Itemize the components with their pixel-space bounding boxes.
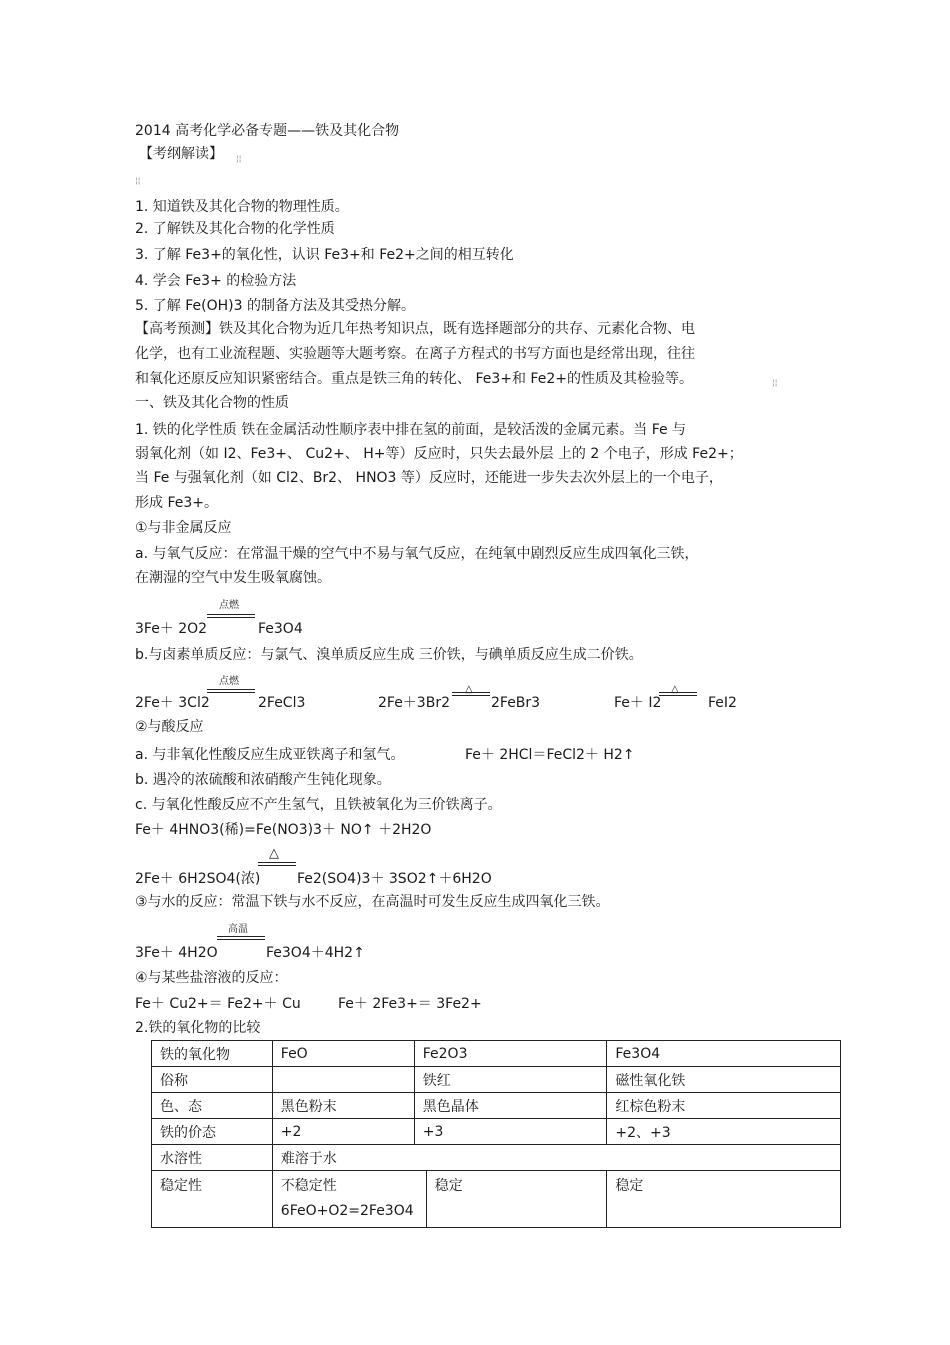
syllabus-item-3: 3. 了解 Fe3+的氧化性，认识 Fe3+和 Fe2+之间的相互转化 xyxy=(135,247,514,263)
equation-left: 2Fe＋3Br2 xyxy=(378,695,450,711)
table-row xyxy=(152,1171,841,1228)
cu-equation: Fe＋ Cu2+＝ Fe2+＋ Cu xyxy=(135,996,301,1012)
reaction-condition: △ xyxy=(465,684,473,695)
acid-c-line: c. 与氧化性酸反应不产生氢气，且铁被氧化为三价铁离子。 xyxy=(135,797,502,813)
table-cell: 难溶于水 xyxy=(272,1145,840,1171)
acid-a-equation: Fe＋ 2HCl＝FeCl2＋ H2↑ xyxy=(465,747,635,763)
reaction-condition: 点燃 xyxy=(219,600,239,611)
section-2-heading: 2.铁的氧化物的比较 xyxy=(135,1020,261,1036)
acid-b-line: b. 遇冷的浓硫酸和浓硝酸产生钝化现象。 xyxy=(135,772,391,788)
table-cell: Fe3O4 xyxy=(607,1041,841,1067)
table-cell: +2 xyxy=(272,1119,414,1145)
iron-property-line-4: 形成 Fe3+。 xyxy=(135,495,218,511)
table-row xyxy=(152,1093,841,1119)
table-cell: Fe2O3 xyxy=(414,1041,607,1067)
reaction-condition: △ xyxy=(671,684,679,695)
equals-arrow xyxy=(452,692,490,696)
scan-mark: ¦¦ xyxy=(772,378,778,387)
table-cell: 俗称 xyxy=(152,1067,273,1093)
reaction-condition: △ xyxy=(269,846,279,861)
table-cell: 铁的氧化物 xyxy=(152,1041,273,1067)
table-cell: 磁性氧化铁 xyxy=(607,1067,841,1093)
acid-a-line: a. 与非氧化性酸反应生成亚铁离子和氢气。 xyxy=(135,747,405,763)
water-line: ③与水的反应：常温下铁与水不反应，在高温时可发生反应生成四氧化三铁。 xyxy=(135,894,610,910)
iron-oxide-table xyxy=(151,1040,841,1228)
equals-arrow xyxy=(207,689,255,693)
equation-left: 2Fe＋ 6H2SO4(浓) xyxy=(135,871,261,887)
equation-right: Fe3O4＋4H2↑ xyxy=(266,945,365,961)
table-row xyxy=(152,1041,841,1067)
salt-heading: ④与某些盐溶液的反应： xyxy=(135,970,288,986)
acid-heading: ②与酸反应 xyxy=(135,719,204,735)
section-1-heading: 一、铁及其化合物的性质 xyxy=(135,395,289,411)
syllabus-item-1: 1. 知道铁及其化合物的物理性质。 xyxy=(135,199,349,215)
table-cell: 铁的价态 xyxy=(152,1119,273,1145)
fe3-equation: Fe＋ 2Fe3+＝ 3Fe2+ xyxy=(338,996,482,1012)
iron-property-line-2: 弱氧化剂（如 I2、Fe3+、 Cu2+、 H+等）反应时，只失去最外层 上的 2 个电子，形成 Fe2+； xyxy=(135,446,743,462)
table-cell xyxy=(272,1171,426,1228)
table-cell: 红棕色粉末 xyxy=(607,1093,841,1119)
iron-property-line-1: 1. 铁的化学性质 铁在金属活动性顺序表中排在氢的前面，是较活泼的金属元素。当 Fe 与 xyxy=(135,422,687,438)
equation-right: Fe3O4 xyxy=(258,621,303,637)
scan-mark: ¦¦ xyxy=(135,176,141,185)
table-row xyxy=(152,1067,841,1093)
table-cell xyxy=(272,1067,414,1093)
halogen-line: b.与卤素单质反应：与氯气、溴单质反应生成 三价铁，与碘单质反应生成二价铁。 xyxy=(135,647,643,663)
equals-arrow xyxy=(659,692,697,696)
table-cell: +3 xyxy=(414,1119,607,1145)
stability-text: 不稳定性 xyxy=(280,1178,337,1194)
syllabus-heading: 【考纲解读】 xyxy=(139,146,223,162)
table-cell: 稳定 xyxy=(607,1171,841,1228)
stability-equation: 6FeO+O2=2Fe3O4 xyxy=(280,1203,414,1219)
iron-property-line-3: 当 Fe 与强氧化剂（如 Cl2、Br2、 HNO3 等）反应时，还能进一步失去次外层上的一个电子， xyxy=(135,470,723,486)
table-cell: 稳定 xyxy=(426,1171,607,1228)
equation-right: FeI2 xyxy=(708,695,737,711)
table-cell: FeO xyxy=(272,1041,414,1067)
table-cell: 水溶性 xyxy=(152,1145,273,1171)
oxygen-line-2: 在潮湿的空气中发生吸氧腐蚀。 xyxy=(135,570,331,586)
hno3-equation: Fe＋ 4HNO3(稀)=Fe(NO3)3＋ NO↑ ＋2H2O xyxy=(135,822,432,838)
table-cell: +2、+3 xyxy=(607,1119,841,1145)
syllabus-item-4: 4. 学会 Fe3+ 的检验方法 xyxy=(135,273,297,289)
nonmetal-heading: ①与非金属反应 xyxy=(135,520,232,536)
equation-right: Fe2(SO4)3＋ 3SO2↑＋6H2O xyxy=(297,871,492,887)
table-row xyxy=(152,1145,841,1171)
equals-arrow xyxy=(258,862,296,866)
table-cell: 稳定性 xyxy=(152,1171,273,1228)
table-cell: 铁红 xyxy=(414,1067,607,1093)
oxygen-line-1: a. 与氧气反应：在常温干燥的空气中不易与氧气反应，在纯氧中剧烈反应生成四氧化三铁， xyxy=(135,546,699,562)
page-title: 2014 高考化学必备专题——铁及其化合物 xyxy=(135,123,400,139)
equation-right: 2FeBr3 xyxy=(491,695,541,711)
table-cell: 黑色粉末 xyxy=(272,1093,414,1119)
equation-left: 3Fe＋ 2O2 xyxy=(135,621,208,637)
forecast-line-2: 化学，也有工业流程题、实验题等大题考察。在离子方程式的书写方面也是经常出现，往往 xyxy=(135,346,695,362)
forecast-line-3: 和氧化还原反应知识紧密结合。重点是铁三角的转化、 Fe3+和 Fe2+的性质及其检验等。 xyxy=(135,371,693,387)
syllabus-item-5: 5. 了解 Fe(OH)3 的制备方法及其受热分解。 xyxy=(135,298,415,314)
equation-left: Fe＋ I2 xyxy=(614,695,662,711)
syllabus-item-2: 2. 了解铁及其化合物的化学性质 xyxy=(135,221,335,237)
reaction-condition: 高温 xyxy=(228,924,248,935)
scan-mark: ¦¦ xyxy=(236,154,242,163)
table-cell: 色、态 xyxy=(152,1093,273,1119)
reaction-condition: 点燃 xyxy=(219,676,239,687)
equals-arrow xyxy=(207,614,255,618)
forecast-line-1: 【高考预测】铁及其化合物为近几年热考知识点，既有选择题部分的共存、元素化合物、电 xyxy=(135,321,695,337)
equation-left: 3Fe＋ 4H2O xyxy=(135,945,218,961)
equation-right: 2FeCl3 xyxy=(258,695,306,711)
equation-left: 2Fe＋ 3Cl2 xyxy=(135,695,210,711)
table-cell: 黑色晶体 xyxy=(414,1093,607,1119)
equals-arrow xyxy=(217,936,265,940)
table-row xyxy=(152,1119,841,1145)
